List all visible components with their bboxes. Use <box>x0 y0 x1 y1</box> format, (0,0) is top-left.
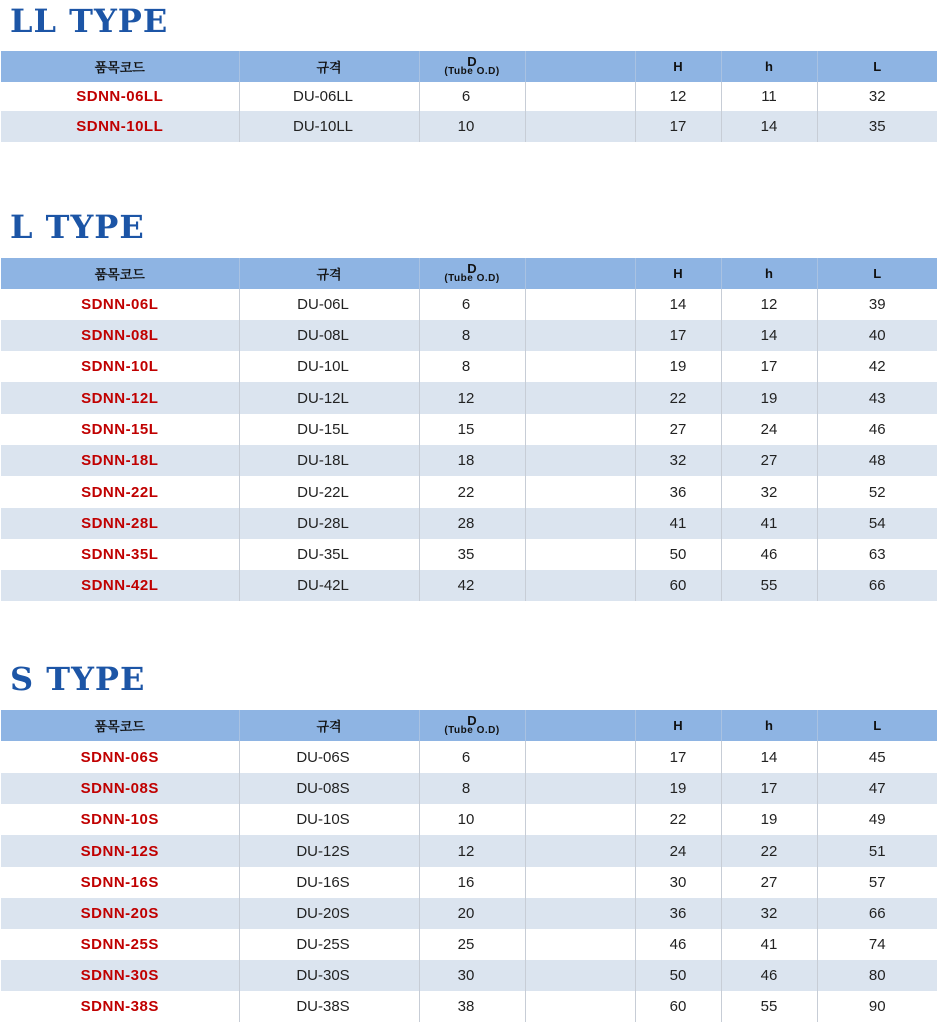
spec-cell: DU-28L <box>239 508 419 539</box>
h-cell: 41 <box>721 508 817 539</box>
h-cell: 32 <box>721 898 817 929</box>
table-body <box>1 82 937 142</box>
L-cell: 32 <box>817 82 937 111</box>
spec-cell: DU-18L <box>239 445 419 476</box>
spec-cell: DU-20S <box>239 898 419 929</box>
col-header-d-sub: (Tube O.D) <box>444 272 500 284</box>
h-cell: 41 <box>721 929 817 960</box>
table-row <box>1 539 937 570</box>
h-cell: 46 <box>721 960 817 991</box>
H-cell: 27 <box>635 414 721 445</box>
h-cell: 27 <box>721 867 817 898</box>
header-row <box>1 51 937 82</box>
tube-od-cell: 38 <box>419 991 525 1022</box>
tube-od-cell: 6 <box>419 741 525 773</box>
H-cell: 19 <box>635 773 721 804</box>
blank-cell <box>525 991 635 1022</box>
product-code-cell: SDNN-12S <box>1 835 239 867</box>
L-cell: 40 <box>817 320 937 351</box>
col-header-code: 품목코드 <box>1 51 239 82</box>
H-cell: 32 <box>635 445 721 476</box>
product-code-cell: SDNN-06L <box>1 289 239 320</box>
table-row <box>1 898 937 929</box>
blank-cell <box>525 414 635 445</box>
col-header-d <box>419 258 525 289</box>
product-code-cell: SDNN-42L <box>1 570 239 601</box>
tube-od-cell: 10 <box>419 111 525 142</box>
H-cell: 17 <box>635 320 721 351</box>
L-cell: 47 <box>817 773 937 804</box>
col-header-H: H <box>635 710 721 741</box>
blank-cell <box>525 898 635 929</box>
spec-cell: DU-30S <box>239 960 419 991</box>
blank-cell <box>525 320 635 351</box>
h-cell: 55 <box>721 991 817 1022</box>
product-code-cell: SDNN-12L <box>1 382 239 414</box>
spec-cell: DU-12S <box>239 835 419 867</box>
col-header-h: h <box>721 710 817 741</box>
product-code-cell: SDNN-15L <box>1 414 239 445</box>
tube-od-cell: 8 <box>419 773 525 804</box>
spec-table <box>1 51 937 142</box>
spec-cell: DU-06S <box>239 741 419 773</box>
tube-od-cell: 25 <box>419 929 525 960</box>
blank-cell <box>525 804 635 835</box>
L-cell: 48 <box>817 445 937 476</box>
H-cell: 14 <box>635 289 721 320</box>
blank-cell <box>525 508 635 539</box>
h-cell: 46 <box>721 539 817 570</box>
h-cell: 17 <box>721 351 817 382</box>
table-row <box>1 804 937 835</box>
section-title: LL TYPE <box>10 2 169 40</box>
h-cell: 14 <box>721 320 817 351</box>
spec-cell: DU-10LL <box>239 111 419 142</box>
col-header-h: h <box>721 258 817 289</box>
blank-cell <box>525 539 635 570</box>
H-cell: 50 <box>635 960 721 991</box>
L-cell: 39 <box>817 289 937 320</box>
L-cell: 35 <box>817 111 937 142</box>
col-header-h: h <box>721 51 817 82</box>
product-code-cell: SDNN-30S <box>1 960 239 991</box>
section-title: L TYPE <box>10 208 145 246</box>
table-row <box>1 111 937 142</box>
table-row <box>1 867 937 898</box>
H-cell: 24 <box>635 835 721 867</box>
table-row <box>1 991 937 1022</box>
product-code-cell: SDNN-20S <box>1 898 239 929</box>
tube-od-cell: 30 <box>419 960 525 991</box>
product-code-cell: SDNN-16S <box>1 867 239 898</box>
blank-cell <box>525 960 635 991</box>
blank-cell <box>525 929 635 960</box>
col-header-L: L <box>817 258 937 289</box>
table-body <box>1 289 937 601</box>
tube-od-cell: 28 <box>419 508 525 539</box>
product-code-cell: SDNN-35L <box>1 539 239 570</box>
L-cell: 66 <box>817 898 937 929</box>
product-code-cell: SDNN-25S <box>1 929 239 960</box>
L-cell: 43 <box>817 382 937 414</box>
L-cell: 51 <box>817 835 937 867</box>
spec-cell: DU-35L <box>239 539 419 570</box>
product-code-cell: SDNN-22L <box>1 476 239 508</box>
H-cell: 41 <box>635 508 721 539</box>
product-code-cell: SDNN-10L <box>1 351 239 382</box>
h-cell: 32 <box>721 476 817 508</box>
H-cell: 46 <box>635 929 721 960</box>
col-header-blank <box>525 51 635 82</box>
product-code-cell: SDNN-08L <box>1 320 239 351</box>
spec-cell: DU-10L <box>239 351 419 382</box>
table-row <box>1 320 937 351</box>
col-header-blank <box>525 258 635 289</box>
header-row <box>1 258 937 289</box>
spec-cell: DU-16S <box>239 867 419 898</box>
col-header-d-sub: (Tube O.D) <box>444 724 500 736</box>
H-cell: 17 <box>635 741 721 773</box>
table-row <box>1 289 937 320</box>
col-header-spec: 규격 <box>239 51 419 82</box>
table-row <box>1 414 937 445</box>
H-cell: 60 <box>635 570 721 601</box>
product-code-cell: SDNN-06S <box>1 741 239 773</box>
spec-cell: DU-12L <box>239 382 419 414</box>
h-cell: 24 <box>721 414 817 445</box>
col-header-blank <box>525 710 635 741</box>
h-cell: 11 <box>721 82 817 111</box>
tube-od-cell: 16 <box>419 867 525 898</box>
tube-od-cell: 6 <box>419 289 525 320</box>
blank-cell <box>525 835 635 867</box>
spec-cell: DU-15L <box>239 414 419 445</box>
spec-cell: DU-25S <box>239 929 419 960</box>
h-cell: 27 <box>721 445 817 476</box>
col-header-code: 품목코드 <box>1 258 239 289</box>
spec-cell: DU-08L <box>239 320 419 351</box>
spec-table <box>1 258 937 601</box>
section-title: S TYPE <box>10 660 146 698</box>
tube-od-cell: 8 <box>419 351 525 382</box>
table-row <box>1 351 937 382</box>
blank-cell <box>525 445 635 476</box>
h-cell: 17 <box>721 773 817 804</box>
tube-od-cell: 12 <box>419 382 525 414</box>
table-row <box>1 773 937 804</box>
H-cell: 60 <box>635 991 721 1022</box>
tube-od-cell: 20 <box>419 898 525 929</box>
blank-cell <box>525 111 635 142</box>
col-header-spec: 규격 <box>239 710 419 741</box>
h-cell: 22 <box>721 835 817 867</box>
H-cell: 36 <box>635 898 721 929</box>
L-cell: 90 <box>817 991 937 1022</box>
header-row <box>1 710 937 741</box>
col-header-spec: 규격 <box>239 258 419 289</box>
blank-cell <box>525 570 635 601</box>
col-header-L: L <box>817 710 937 741</box>
tube-od-cell: 15 <box>419 414 525 445</box>
col-header-d <box>419 710 525 741</box>
H-cell: 19 <box>635 351 721 382</box>
L-cell: 49 <box>817 804 937 835</box>
col-header-H: H <box>635 51 721 82</box>
h-cell: 19 <box>721 382 817 414</box>
product-code-cell: SDNN-08S <box>1 773 239 804</box>
L-cell: 66 <box>817 570 937 601</box>
H-cell: 30 <box>635 867 721 898</box>
blank-cell <box>525 382 635 414</box>
spec-cell: DU-06L <box>239 289 419 320</box>
table-row <box>1 570 937 601</box>
product-code-cell: SDNN-28L <box>1 508 239 539</box>
table-row <box>1 929 937 960</box>
product-code-cell: SDNN-18L <box>1 445 239 476</box>
col-header-d-sub: (Tube O.D) <box>444 65 500 77</box>
spec-cell: DU-38S <box>239 991 419 1022</box>
col-header-code: 품목코드 <box>1 710 239 741</box>
col-header-d <box>419 51 525 82</box>
product-code-cell: SDNN-10S <box>1 804 239 835</box>
L-cell: 57 <box>817 867 937 898</box>
L-cell: 42 <box>817 351 937 382</box>
h-cell: 19 <box>721 804 817 835</box>
blank-cell <box>525 82 635 111</box>
table-row <box>1 835 937 867</box>
H-cell: 50 <box>635 539 721 570</box>
table-row <box>1 445 937 476</box>
table-row <box>1 960 937 991</box>
blank-cell <box>525 741 635 773</box>
spec-cell: DU-10S <box>239 804 419 835</box>
blank-cell <box>525 773 635 804</box>
table-row <box>1 508 937 539</box>
tube-od-cell: 6 <box>419 82 525 111</box>
tube-od-cell: 12 <box>419 835 525 867</box>
L-cell: 80 <box>817 960 937 991</box>
col-header-d-label: D <box>467 53 477 69</box>
tube-od-cell: 42 <box>419 570 525 601</box>
h-cell: 14 <box>721 741 817 773</box>
H-cell: 12 <box>635 82 721 111</box>
spec-cell: DU-06LL <box>239 82 419 111</box>
product-code-cell: SDNN-10LL <box>1 111 239 142</box>
spec-table <box>1 710 937 1022</box>
L-cell: 46 <box>817 414 937 445</box>
h-cell: 55 <box>721 570 817 601</box>
col-header-d-label: D <box>467 260 477 276</box>
col-header-H: H <box>635 258 721 289</box>
blank-cell <box>525 867 635 898</box>
L-cell: 45 <box>817 741 937 773</box>
L-cell: 52 <box>817 476 937 508</box>
product-code-cell: SDNN-38S <box>1 991 239 1022</box>
table-row <box>1 382 937 414</box>
table-body <box>1 741 937 1022</box>
L-cell: 54 <box>817 508 937 539</box>
h-cell: 12 <box>721 289 817 320</box>
col-header-d-label: D <box>467 712 477 728</box>
tube-od-cell: 10 <box>419 804 525 835</box>
H-cell: 22 <box>635 382 721 414</box>
H-cell: 36 <box>635 476 721 508</box>
tube-od-cell: 35 <box>419 539 525 570</box>
tube-od-cell: 8 <box>419 320 525 351</box>
H-cell: 22 <box>635 804 721 835</box>
spec-cell: DU-42L <box>239 570 419 601</box>
spec-cell: DU-22L <box>239 476 419 508</box>
col-header-L: L <box>817 51 937 82</box>
product-code-cell: SDNN-06LL <box>1 82 239 111</box>
L-cell: 74 <box>817 929 937 960</box>
tube-od-cell: 22 <box>419 476 525 508</box>
H-cell: 17 <box>635 111 721 142</box>
table-row <box>1 82 937 111</box>
blank-cell <box>525 351 635 382</box>
blank-cell <box>525 476 635 508</box>
table-row <box>1 741 937 773</box>
spec-cell: DU-08S <box>239 773 419 804</box>
blank-cell <box>525 289 635 320</box>
h-cell: 14 <box>721 111 817 142</box>
L-cell: 63 <box>817 539 937 570</box>
tube-od-cell: 18 <box>419 445 525 476</box>
table-row <box>1 476 937 508</box>
